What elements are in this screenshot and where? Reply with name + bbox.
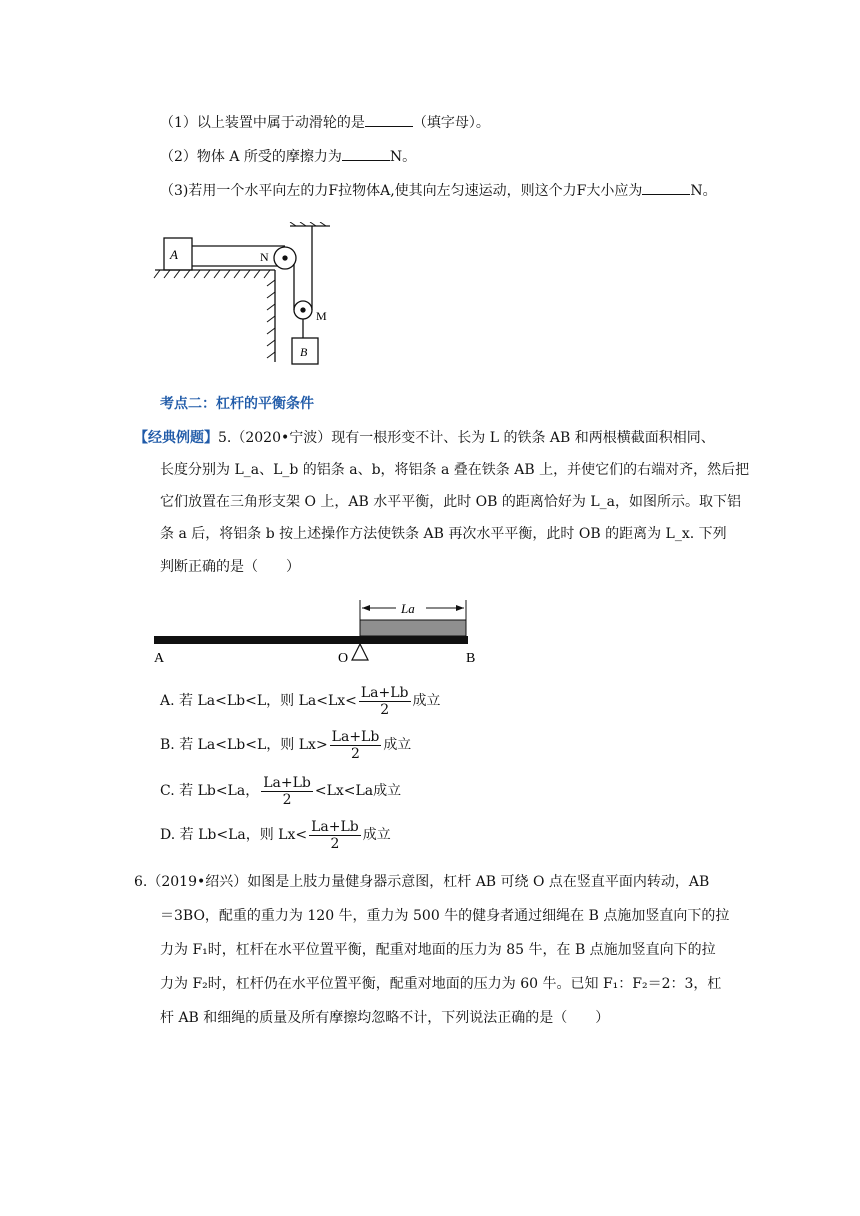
q6-line-2: ＝3BO，配重的重力为 120 牛，重力为 500 牛的健身者通过细绳在 B 点施加竖直向下的拉 <box>160 908 730 924</box>
fraction: $\frac{La+Lb}{2}$ <box>263 774 311 808</box>
la-dimension-label: La <box>401 601 415 616</box>
section-title: 考点二：杠杆的平衡条件 <box>160 396 314 412</box>
answer-blank[interactable] <box>342 146 390 161</box>
iron-bar-ab <box>154 636 468 644</box>
pulley-diagram <box>150 222 335 372</box>
q5-line-5: 判断正确的是（ ） <box>160 559 300 575</box>
q-prev-item-3: （3)若用一个水平向左的力F拉物体A,使其向左匀速运动，则这个力F大小应为 N。 <box>160 180 717 201</box>
fraction: $\frac{La+Lb}{2}$ <box>331 728 380 762</box>
q6-line-4: 力为 F₂时，杠杆仍在水平位置平衡，配重对地面的压力为 60 牛。已知 F₁：F₂＝2：3，杠 <box>160 976 722 992</box>
option-a[interactable]: A. 若 La<Lb<L，则 La<Lx< $\frac{La+Lb}{2}$ 成立 <box>160 684 441 718</box>
fraction: $\frac{La+Lb}{2}$ <box>360 684 409 718</box>
label-b: B <box>466 651 476 666</box>
label-o: O <box>338 651 349 666</box>
q5-line-2: 长度分别为 L_a、L_b 的铝条 a、b，将铝条 a 叠在铁条 AB 上，并使它们的右端对齐，然后把 <box>160 462 750 478</box>
q6-line-5: 杆 AB 和细绳的质量及所有摩擦均忽略不计，下列说法正确的是（ ） <box>160 1010 610 1026</box>
answer-blank[interactable] <box>365 112 413 127</box>
q6-line-1: 6.（2019•绍兴）如图是上肢力量健身器示意图，杠杆 AB 可绕 O 点在竖直平面内转动，AB <box>134 874 710 890</box>
label-a: A <box>154 651 165 666</box>
aluminum-bar-a <box>360 620 466 636</box>
fulcrum-o <box>352 644 368 660</box>
q5-line-1: 【经典例题】5.（2020•宁波）现有一根形变不计、长为 L 的铁条 AB 和两根横截面积相同、 <box>134 430 715 446</box>
label-n: N <box>260 250 269 264</box>
label-b: B <box>300 345 308 359</box>
option-b[interactable]: B. 若 La<Lb<L，则 Lx> $\frac{La+Lb}{2}$ 成立 <box>160 728 412 762</box>
q5-tag: 【经典例题】 <box>134 430 218 446</box>
q5-line-3: 它们放置在三角形支架 O 上，AB 水平平衡，此时 OB 的距离恰好为 L_a，如图所示。取下铝 <box>160 494 741 510</box>
label-m: M <box>316 309 327 323</box>
q-prev-item-2: （2）物体 A 所受的摩擦力为 N。 <box>160 146 416 167</box>
fraction: $\frac{La+Lb}{2}$ <box>311 818 359 852</box>
lever-figure <box>150 596 490 666</box>
q6-line-3: 力为 F₁时，杠杆在水平位置平衡，配重对地面的压力为 85 牛，在 B 点施加竖直向下的拉 <box>160 942 716 958</box>
label-a: A <box>170 247 178 262</box>
q5-line-4: 条 a 后，将铝条 b 按上述操作方法使铁条 AB 再次水平平衡，此时 OB 的距离为 L_x. 下列 <box>160 526 727 542</box>
block-a <box>164 238 192 270</box>
q-prev-item-1: （1）以上装置中属于动滑轮的是 （填字母）。 <box>160 112 490 133</box>
answer-blank[interactable] <box>642 180 690 195</box>
option-d[interactable]: D. 若 Lb<La，则 Lx< $\frac{La+Lb}{2}$ 成立 <box>160 818 391 852</box>
option-c[interactable]: C. 若 Lb<La， $\frac{La+Lb}{2}$ <Lx<La成立 <box>160 774 402 808</box>
